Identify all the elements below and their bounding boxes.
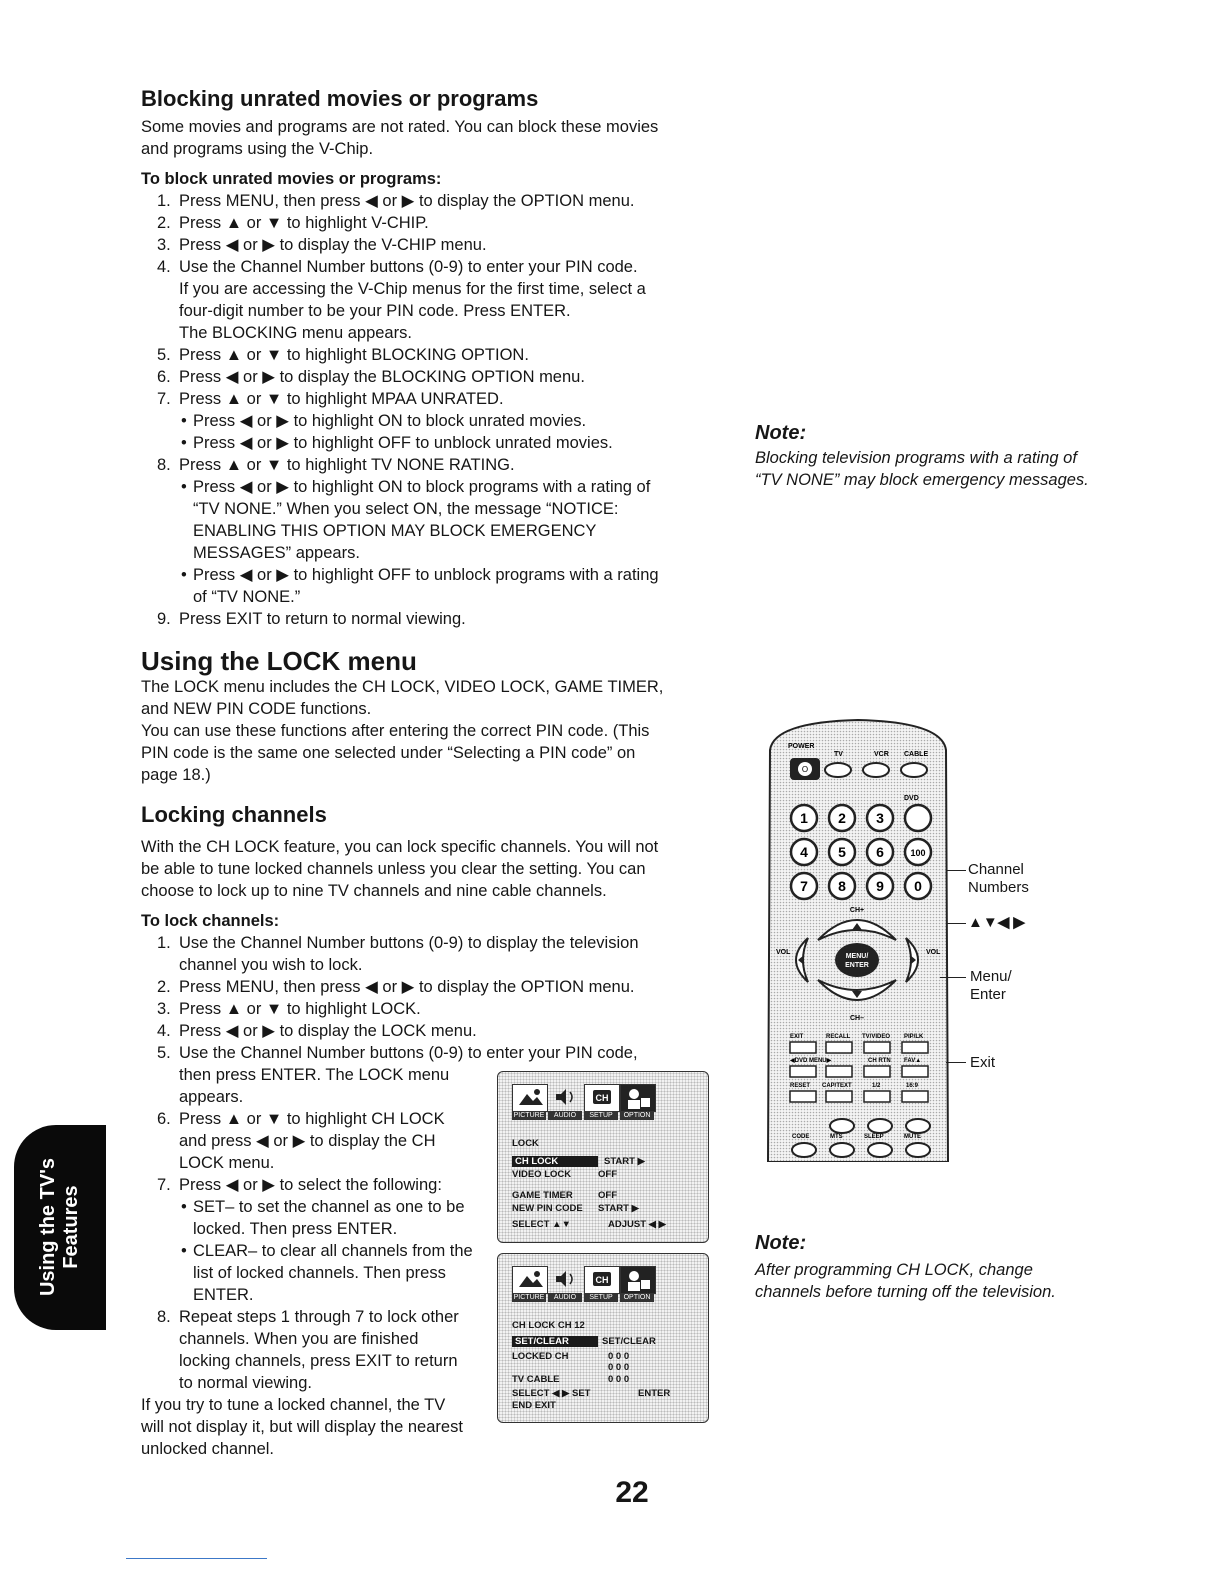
menu-row: SELECT ▲▼ ADJUST ◀ ▶ [512,1219,666,1230]
channels-title: Locking channels [141,802,327,827]
exit-button[interactable] [790,1042,816,1053]
digit-label: 9 [876,878,884,894]
dvd-menu-left-button[interactable] [790,1066,816,1077]
sleep-label: SLEEP [864,1134,884,1140]
tab-label: AUDIO [548,1111,582,1120]
step: 5. Press ▲ or ▼ to highlight BLOCKING OPTION. [157,346,529,364]
lock-title: Using the LOCK menu [141,646,417,676]
lock-text: PIN code is the same one selected under “Selecting a PIN code” on [141,744,636,762]
cap-text-label: CAP/TEXT [822,1083,852,1089]
step: 5. Use the Channel Number buttons (0-9) to enter your PIN code, then press ENTER. The LOCK menu appears. [157,1044,638,1106]
step: 9. Press EXIT to return to normal viewing. [157,610,466,628]
aspect-label: 16:9 [906,1083,919,1089]
channels-tail: will not display it, but will display the nearest [141,1418,463,1436]
step-8-bullets [179,476,721,608]
menu-row: GAME TIMER OFF [512,1190,617,1201]
side-tab-label: Using the TV's Features [37,1157,82,1297]
half-button[interactable] [864,1091,890,1102]
step: 7. Press ◀ or ▶ to select the following: • SET– to set the channel as one to be locked. Then press ENTER. • CLEAR– to clear all channels from the list of locked channels. Then press ENTER. [141,1174,721,1306]
fav-button[interactable] [902,1066,928,1077]
recall-button[interactable] [826,1042,852,1053]
unrated-subtitle: To block unrated movies or programs: [141,170,442,188]
lock-text: page 18.) [141,766,211,784]
digit-label: 100 [910,848,926,858]
lock-text: You can use these functions after entering the correct PIN code. (This [141,722,650,740]
channels-text: be able to tune locked channels unless you clear the setting. You can [141,860,646,878]
unrated-section [141,86,721,630]
bullet: • Press ◀ or ▶ to highlight ON to block unrated movies. [179,410,721,432]
digit-label: 8 [838,878,846,894]
channels-tail: unlocked channel. [141,1440,275,1458]
unrated-intro-line: and programs using the V-Chip. [141,140,374,158]
digit-label: 3 [876,810,884,826]
remote-control [764,718,950,1162]
step: 1. Use the Channel Number buttons (0-9) to display the television channel you wish to lock. [157,934,639,974]
tab-label: PICTURE [513,1294,545,1301]
channels-text: With the CH LOCK feature, you can lock specific channels. You will not [141,838,659,856]
digit-label: 5 [838,844,846,860]
tab-label: AUDIO [548,1293,582,1302]
option-icon [620,1084,656,1112]
note-2 [755,1232,1155,1303]
digit-label: 4 [800,844,808,860]
bullet: • SET– to set the channel as one to be locked. Then press ENTER. [179,1196,721,1240]
lock-section [141,646,721,786]
ch-rtn-label: CH RTN [868,1058,891,1064]
note-1 [755,422,1155,491]
menu-row: LOCKED CH 0 0 0 [512,1351,630,1362]
menu-enter-callout: Menu/ Enter [970,968,1012,1003]
bullet: • Press ◀ or ▶ to highlight ON to block programs with a rating of “TV NONE.” When you select ON, the message “NOTICE: ENABLING THIS OPTION MAY BLOCK EMERGENCY MESSAGES” appears. [179,476,721,564]
menu-row: TV CABLE 0 0 0 [512,1374,630,1385]
step: 4. Use the Channel Number buttons (0-9) to enter your PIN code. If you are accessing the V-Chip menus for the first time, select a four-digit number to be your PIN code. Press ENTER. The BLOCKING menu appears. [157,258,646,342]
lock-text: and NEW PIN CODE functions. [141,700,372,718]
exit-callout: Exit [970,1054,996,1071]
remote-drawing [764,718,950,1162]
step: 2. Press ▲ or ▼ to highlight V-CHIP. [157,214,429,232]
channels-tail: If you try to tune a locked channel, the TV [141,1396,446,1414]
step: 3. Press ▲ or ▼ to highlight LOCK. [157,1000,421,1018]
section-side-tab [14,1125,106,1330]
cap-text-button[interactable] [826,1091,852,1102]
ch-plus-label: CH+ [849,907,865,914]
digit-label: 6 [876,844,884,860]
picture-icon [512,1084,548,1112]
power-button[interactable] [790,758,820,780]
half-label: 1/2 [872,1083,881,1089]
sleep-bottom-button[interactable] [868,1143,892,1157]
exit-label: EXIT [790,1034,804,1040]
menu-enter-button[interactable] [835,943,879,977]
note-text: After programming CH LOCK, change [755,1261,1033,1279]
mute-button[interactable] [906,1143,930,1157]
cable-button[interactable] [901,763,927,777]
callout-line [946,870,966,871]
svg-text:ENTER: ENTER [845,962,869,969]
step-7-bullets [179,410,721,454]
channels-text: choose to lock up to nine TV channels and nine cable channels. [141,882,607,900]
step: 4. Press ◀ or ▶ to display the LOCK menu. [157,1022,477,1040]
option-icon [620,1266,656,1294]
step: 6. Press ▲ or ▼ to highlight CH LOCK and press ◀ or ▶ to display the CH LOCK menu. [157,1110,445,1172]
pip-label: PIP/LK [904,1034,924,1040]
dvd-label: DVD [904,795,919,802]
power-label: POWER [788,743,815,750]
bullet: • Press ◀ or ▶ to highlight OFF to unblock unrated movies. [179,432,721,454]
unrated-title: Blocking unrated movies or programs [141,86,539,111]
audio-icon [548,1084,582,1110]
setup-icon [584,1266,620,1294]
reset-label: RESET [790,1083,811,1089]
recall-label: RECALL [826,1034,851,1040]
callout-line [946,923,966,924]
tv-video-label: TV/VIDEO [862,1034,891,1040]
ch-rtn-button[interactable] [864,1066,890,1077]
menu-row: VIDEO LOCK OFF [512,1169,617,1180]
digit-label: 1 [800,810,808,826]
note-text: channels before turning off the television. [755,1283,1056,1301]
tv-label: TV [834,751,843,758]
mts-bottom-button[interactable] [830,1143,854,1157]
step: 2. Press MENU, then press ◀ or ▶ to display the OPTION menu. [157,978,635,996]
fav-label: FAV▲ [904,1058,922,1064]
unrated-steps [141,190,721,630]
footer-divider [126,1558,267,1559]
svg-text:CH: CH [595,1275,609,1285]
step: 7. Press ▲ or ▼ to highlight MPAA UNRATED. • Press ◀ or ▶ to highlight ON to block unrated movies. • Press ◀ or ▶ to highlight OFF to unblock unrated movies. [141,388,721,454]
mts-label: MTS [830,1134,843,1140]
step: 1. Press MENU, then press ◀ or ▶ to display the OPTION menu. [157,192,635,210]
pip-button[interactable] [902,1042,928,1053]
callout-line [946,1062,966,1063]
vcr-button[interactable] [863,763,889,777]
channels-subtitle: To lock channels: [141,912,280,930]
digit-label: 2 [838,810,846,826]
step: 3. Press ◀ or ▶ to display the V-CHIP menu. [157,236,487,254]
menu-row: 0 0 0 [608,1362,630,1373]
note-title: Note: [755,1232,807,1254]
tv-button[interactable] [825,763,851,777]
note-text: “TV NONE” may block emergency messages. [755,471,1089,489]
mts-button[interactable] [830,1119,854,1133]
dvd-mode-button[interactable] [905,805,931,831]
digit-label: 0 [914,878,922,894]
step: 8. Repeat steps 1 through 7 to lock other channels. When you are finished locking channels, press EXIT to return to normal viewing. [157,1308,459,1392]
menu-tab-icons [512,1266,654,1302]
picture-icon [512,1266,548,1294]
menu-row: END EXIT [512,1400,556,1411]
channel-numbers-callout: Channel Numbers [968,861,1029,896]
sleep-button[interactable] [868,1119,892,1133]
tab-label: SETUP [584,1111,618,1120]
menu-row: NEW PIN CODE START ▶ [512,1203,639,1214]
callout-line [940,977,966,978]
mute-top-button[interactable] [906,1119,930,1133]
menu-row: SET/CLEAR SET/CLEAR [512,1336,656,1347]
menu-tab-icons [512,1084,654,1120]
lock-menu-screen [497,1071,709,1243]
menu-row: SELECT ◀ ▶ SET ENTER [512,1388,671,1399]
tv-video-button[interactable] [864,1042,890,1053]
lock-text: The LOCK menu includes the CH LOCK, VIDEO LOCK, GAME TIMER, [141,678,664,696]
note-text: Blocking television programs with a rating of [755,449,1077,467]
code-label: CODE [792,1134,810,1140]
dvd-menu-right-button[interactable] [826,1066,852,1077]
svg-text:MENU/: MENU/ [845,953,869,960]
unrated-intro [141,116,721,160]
aspect-button[interactable] [902,1091,928,1102]
menu-header: LOCK [512,1138,539,1149]
tab-label: SETUP [584,1293,618,1302]
menu-header: CH LOCK CH 12 [512,1320,585,1331]
note-title: Note: [755,422,807,444]
unrated-intro-line: Some movies and programs are not rated. You can block these movies [141,118,659,136]
step: 8. Press ▲ or ▼ to highlight TV NONE RATING. • Press ◀ or ▶ to highlight ON to block programs with a rating of “TV NONE.” When you select ON, the message “NOTICE: ENABLING THIS OPTION MAY BLOCK EMERGENCY MESSAGES” appears. • Press ◀ or ▶ to highlight OFF to unblock programs with a rating of “TV NONE.” [141,454,721,608]
bullet: • CLEAR– to clear all channels from the list of locked channels. Then press ENTER. [179,1240,721,1306]
step: 6. Press ◀ or ▶ to display the BLOCKING OPTION menu. [157,368,585,386]
reset-button[interactable] [790,1091,816,1102]
audio-icon [548,1266,582,1292]
vol-label: VOL [926,949,941,956]
ch-minus-label: CH– [849,1015,865,1022]
digit-label: 7 [800,878,808,894]
page-number: 22 [615,1476,649,1509]
bullet: • Press ◀ or ▶ to highlight OFF to unblock programs with a rating of “TV NONE.” [179,564,721,608]
tab-label: OPTION [620,1111,654,1120]
arrows-callout: ▲▼◀ ▶ [968,914,1025,931]
mute-label: MUTE [904,1134,921,1140]
ch-lock-menu-screen [497,1253,709,1423]
tab-label: OPTION [620,1293,654,1302]
code-button[interactable] [792,1143,816,1157]
dvd-menu-label: ◀DVD MENU▶ [790,1058,832,1064]
vol-label: VOL [776,949,791,956]
menu-row: CH LOCK START ▶ [512,1156,645,1167]
svg-text:O: O [801,765,809,774]
svg-text:CH: CH [595,1093,609,1103]
vcr-label: VCR [874,751,889,758]
setup-icon [584,1084,620,1112]
tab-label: PICTURE [513,1112,545,1119]
cable-label: CABLE [904,751,929,758]
